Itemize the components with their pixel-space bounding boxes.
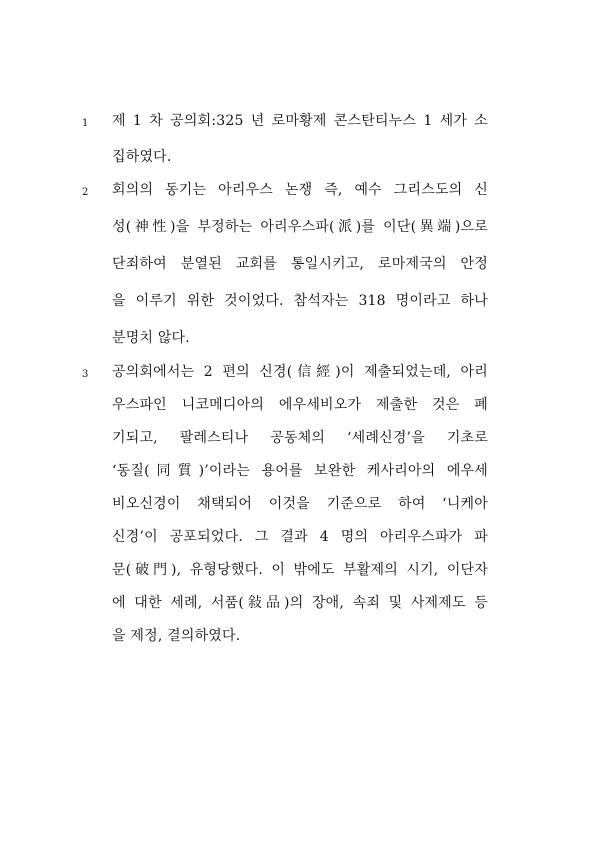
text-line: 회의의 동기는 아리우스 논쟁 즉, 예수 그리스도의 신 bbox=[112, 182, 488, 198]
text-line: 제 1 차 공의회:325 년 로마황제 콘스탄티누스 1 세가 소 bbox=[112, 113, 488, 129]
text-line: 신경’이 공포되었다. 그 결과 4 명의 아리우스파가 파 bbox=[112, 529, 488, 545]
text-line: 성(神性)을 부정하는 아리우스파(派)를 이단(異端)으로 bbox=[112, 219, 488, 235]
text-line: 비오신경이 채택되어 이것을 기준으로 하여 ‘니케아 bbox=[112, 496, 488, 512]
text-line: 단죄하여 분열된 교회를 통일시키고, 로마제국의 안정 bbox=[112, 256, 488, 272]
text-line: 공의회에서는 2 편의 신경(信經)이 제출되었는데, 아리 bbox=[112, 364, 488, 380]
text-line: 을 이루기 위한 것이었다. 참석자는 318 명이라고 하나 bbox=[112, 293, 488, 309]
paragraph-number: 2 bbox=[82, 187, 89, 198]
paragraph-number: 1 bbox=[82, 118, 89, 129]
text-line: 우스파인 니코메디아의 에우세비오가 제출한 것은 폐 bbox=[112, 397, 488, 413]
text-line: 집하였다. bbox=[112, 149, 172, 165]
paragraph-number: 3 bbox=[82, 369, 89, 380]
text-line: ‘동질(同質)’이라는 용어를 보완한 케사리아의 에우세 bbox=[112, 463, 488, 479]
text-line: 을 제정, 결의하였다. bbox=[112, 628, 241, 644]
text-line: 문(破門), 유형당했다. 이 밖에도 부활제의 시기, 이단자 bbox=[112, 562, 488, 578]
text-line: 분명치 않다. bbox=[112, 330, 190, 346]
text-line: 기되고, 팔레스티나 공동체의 ‘세례신경’을 기초로 bbox=[112, 430, 488, 446]
text-line: 에 대한 세례, 서품(敍品)의 장애, 속죄 및 사제제도 등 bbox=[112, 595, 488, 611]
